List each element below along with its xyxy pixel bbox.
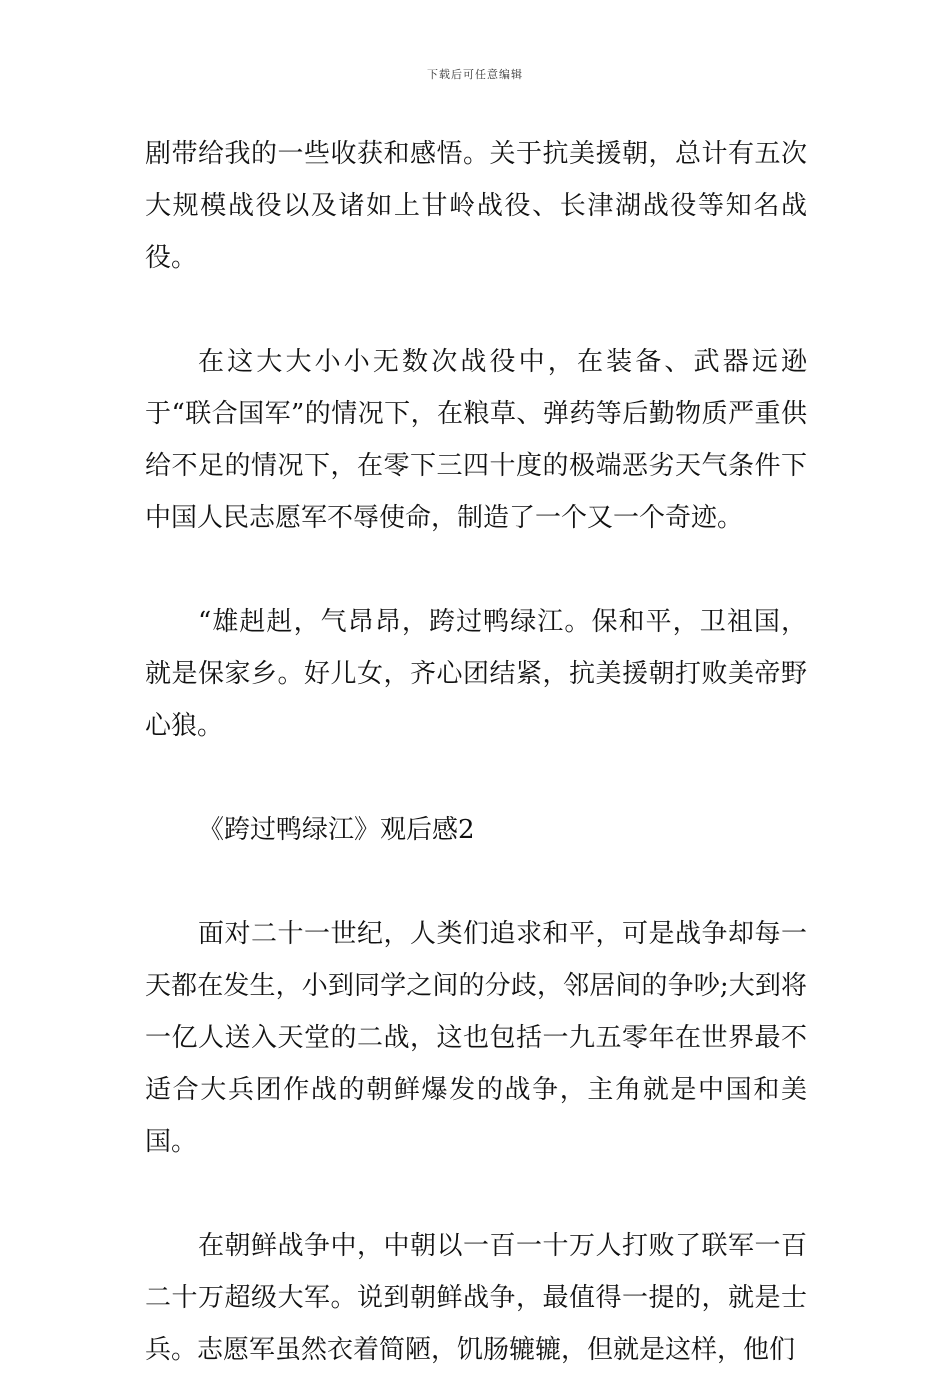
document-body (145, 128, 807, 1376)
page-header: 下载后可任意编辑 (427, 68, 523, 81)
paragraph-4: 面对二十一世纪，人类们追求和平，可是战争却每一天都在发生，小到同学之间的分歧，邻居间的争吵;大到将一亿人送入天堂的二战，这也包括一九五零年在世界最不适合大兵团作战的朝鲜爆发的战争，主角就是中国和美国。 (145, 919, 807, 1157)
paragraph-5: 在朝鲜战争中，中朝以一百一十万人打败了联军一百二十万超级大军。说到朝鲜战争，最值得一提的，就是士兵。志愿军虽然衣着简陋，饥肠辘辘，但就是这样，他们 (145, 1231, 807, 1365)
paragraph-3: “雄赳赳，气昂昂，跨过鸭绿江。保和平，卫祖国，就是保家乡。好儿女，齐心团结紧，抗美援朝打败美帝野心狼。 (145, 607, 807, 741)
paragraph-1: 剧带给我的一些收获和感悟。关于抗美援朝，总计有五次大规模战役以及诸如上甘岭战役、长津湖战役等知名战役。 (145, 139, 807, 273)
section-title: 《跨过鸭绿江》观后感2 (198, 815, 475, 845)
paragraph-2: 在这大大小小无数次战役中，在装备、武器远逊于“联合国军”的情况下，在粮草、弹药等后勤物质严重供给不足的情况下，在零下三四十度的极端恶劣天气条件下中国人民志愿军不辱使命，制造了一个又一个奇迹。 (145, 347, 807, 533)
